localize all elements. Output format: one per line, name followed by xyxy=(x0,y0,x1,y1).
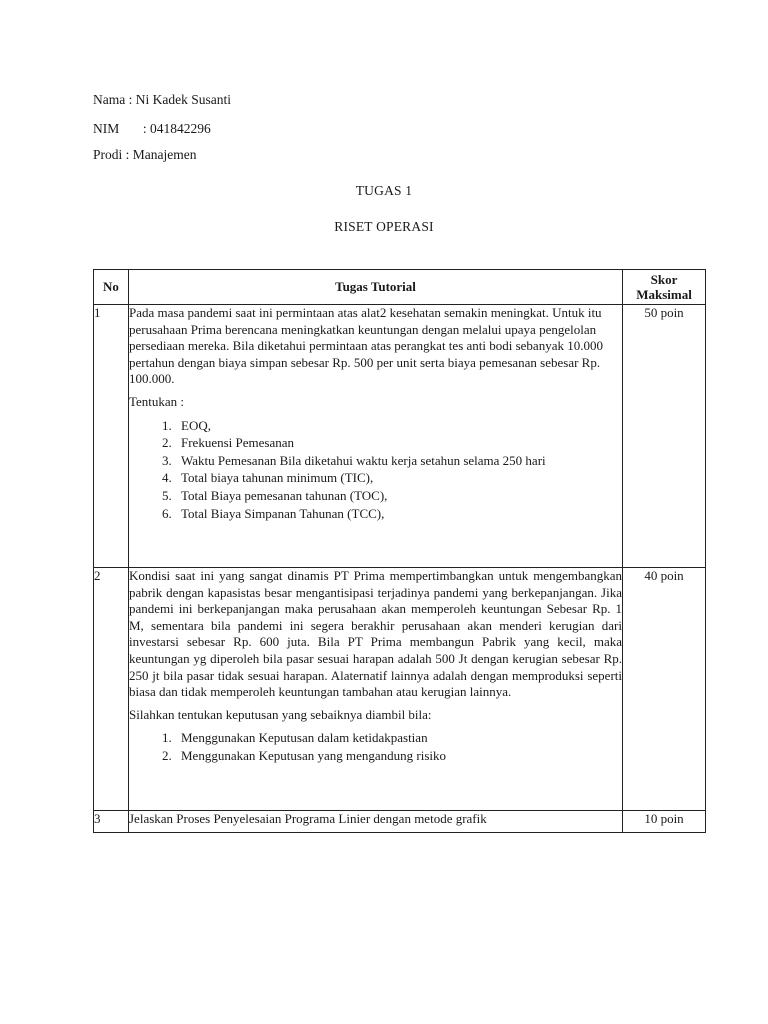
list-item: 2. Frekuensi Pemesanan xyxy=(175,434,622,452)
course-title: RISET OPERASI xyxy=(334,219,434,234)
list-item: 5. Total Biaya pemesanan tahunan (TOC), xyxy=(175,487,622,505)
task-paragraph: Jelaskan Proses Penyelesaian Programa Linier dengan metode grafik xyxy=(129,811,487,826)
table-row xyxy=(94,305,706,568)
task-item-list xyxy=(129,417,622,523)
list-item: 2. Menggunakan Keputusan yang mengandung risiko xyxy=(175,747,622,765)
student-name: Nama : Ni Kadek Susanti xyxy=(93,92,231,107)
task-item-list xyxy=(129,729,622,764)
task-table xyxy=(93,269,706,833)
score-cell: 40 poin xyxy=(623,568,706,811)
list-item: 1. Menggunakan Keputusan dalam ketidakpastian xyxy=(175,729,622,747)
student-prodi: Prodi : Manajemen xyxy=(93,147,197,162)
list-item: 1. EOQ, xyxy=(175,417,622,435)
student-nim: NIM : 041842296 xyxy=(93,121,211,136)
task-cell xyxy=(129,305,623,568)
header-score xyxy=(623,270,706,305)
task-cell xyxy=(129,811,623,833)
row-number: 1 xyxy=(94,305,129,568)
row-number: 2 xyxy=(94,568,129,811)
task-prompt: Silahkan tentukan keputusan yang sebaiknya diambil bila: xyxy=(129,706,432,722)
score-cell: 50 poin xyxy=(623,305,706,568)
table-header-row xyxy=(94,270,706,305)
task-paragraph: Kondisi saat ini yang sangat dinamis PT Prima mempertimbangkan untuk mengembangkan pabrik dengan kapasistas besar mengantisipasi terjadinya pandemi yang berkepanjangan. Jika pandemi ini berkepanjangan maka perusahaan akan memperoleh keuntungan Sebesar Rp. 1 M, sementara bila pandemi ini segera berakhir perusahaan akan menderi kerugian dari investarsi sebesar Rp. 600 juta. Bila PT Prima membangun Pabrik yang kecil, maka keuntungan yg diperoleh bila pasar sesuai harapan adalah 500 Jt dengan kerugian sebesar Rp. 250 jt bila pasar tidak sesuai harapan. Alaternatif lainnya adalah dengan memproduksi seperti biasa dan tidak memperoleh keuntungan tambahan atau kerugian lainnya. xyxy=(129,568,622,700)
table-row xyxy=(94,811,706,833)
table-row xyxy=(94,568,706,811)
list-item: 4. Total biaya tahunan minimum (TIC), xyxy=(175,469,622,487)
header-score-line2: Maksimal xyxy=(636,287,692,302)
header-task: Tugas Tutorial xyxy=(129,270,623,305)
row-number: 3 xyxy=(94,811,129,833)
list-item: 3. Waktu Pemesanan Bila diketahui waktu kerja setahun selama 250 hari xyxy=(175,452,622,470)
assignment-title: TUGAS 1 xyxy=(355,183,413,198)
list-item: 6. Total Biaya Simpanan Tahunan (TCC), xyxy=(175,505,622,523)
header-score-line1: Skor xyxy=(650,272,678,287)
header-no: No xyxy=(94,270,129,305)
task-prompt: Tentukan : xyxy=(129,393,185,409)
task-cell xyxy=(129,568,623,811)
score-cell: 10 poin xyxy=(623,811,706,833)
task-paragraph: Pada masa pandemi saat ini permintaan atas alat2 kesehatan semakin meningkat. Untuk itu perusahaan Prima berencana meningkatkan keuntungan dengan melalui upaya pengelolan persediaan mereka. Bila diketahui permintaan atas perangkat tes anti bodi sebanyak 10.000 pertahun dengan biaya simpan sebesar Rp. 500 per unit serta biaya pemesanan sebesar Rp. 100.000. xyxy=(129,305,603,387)
